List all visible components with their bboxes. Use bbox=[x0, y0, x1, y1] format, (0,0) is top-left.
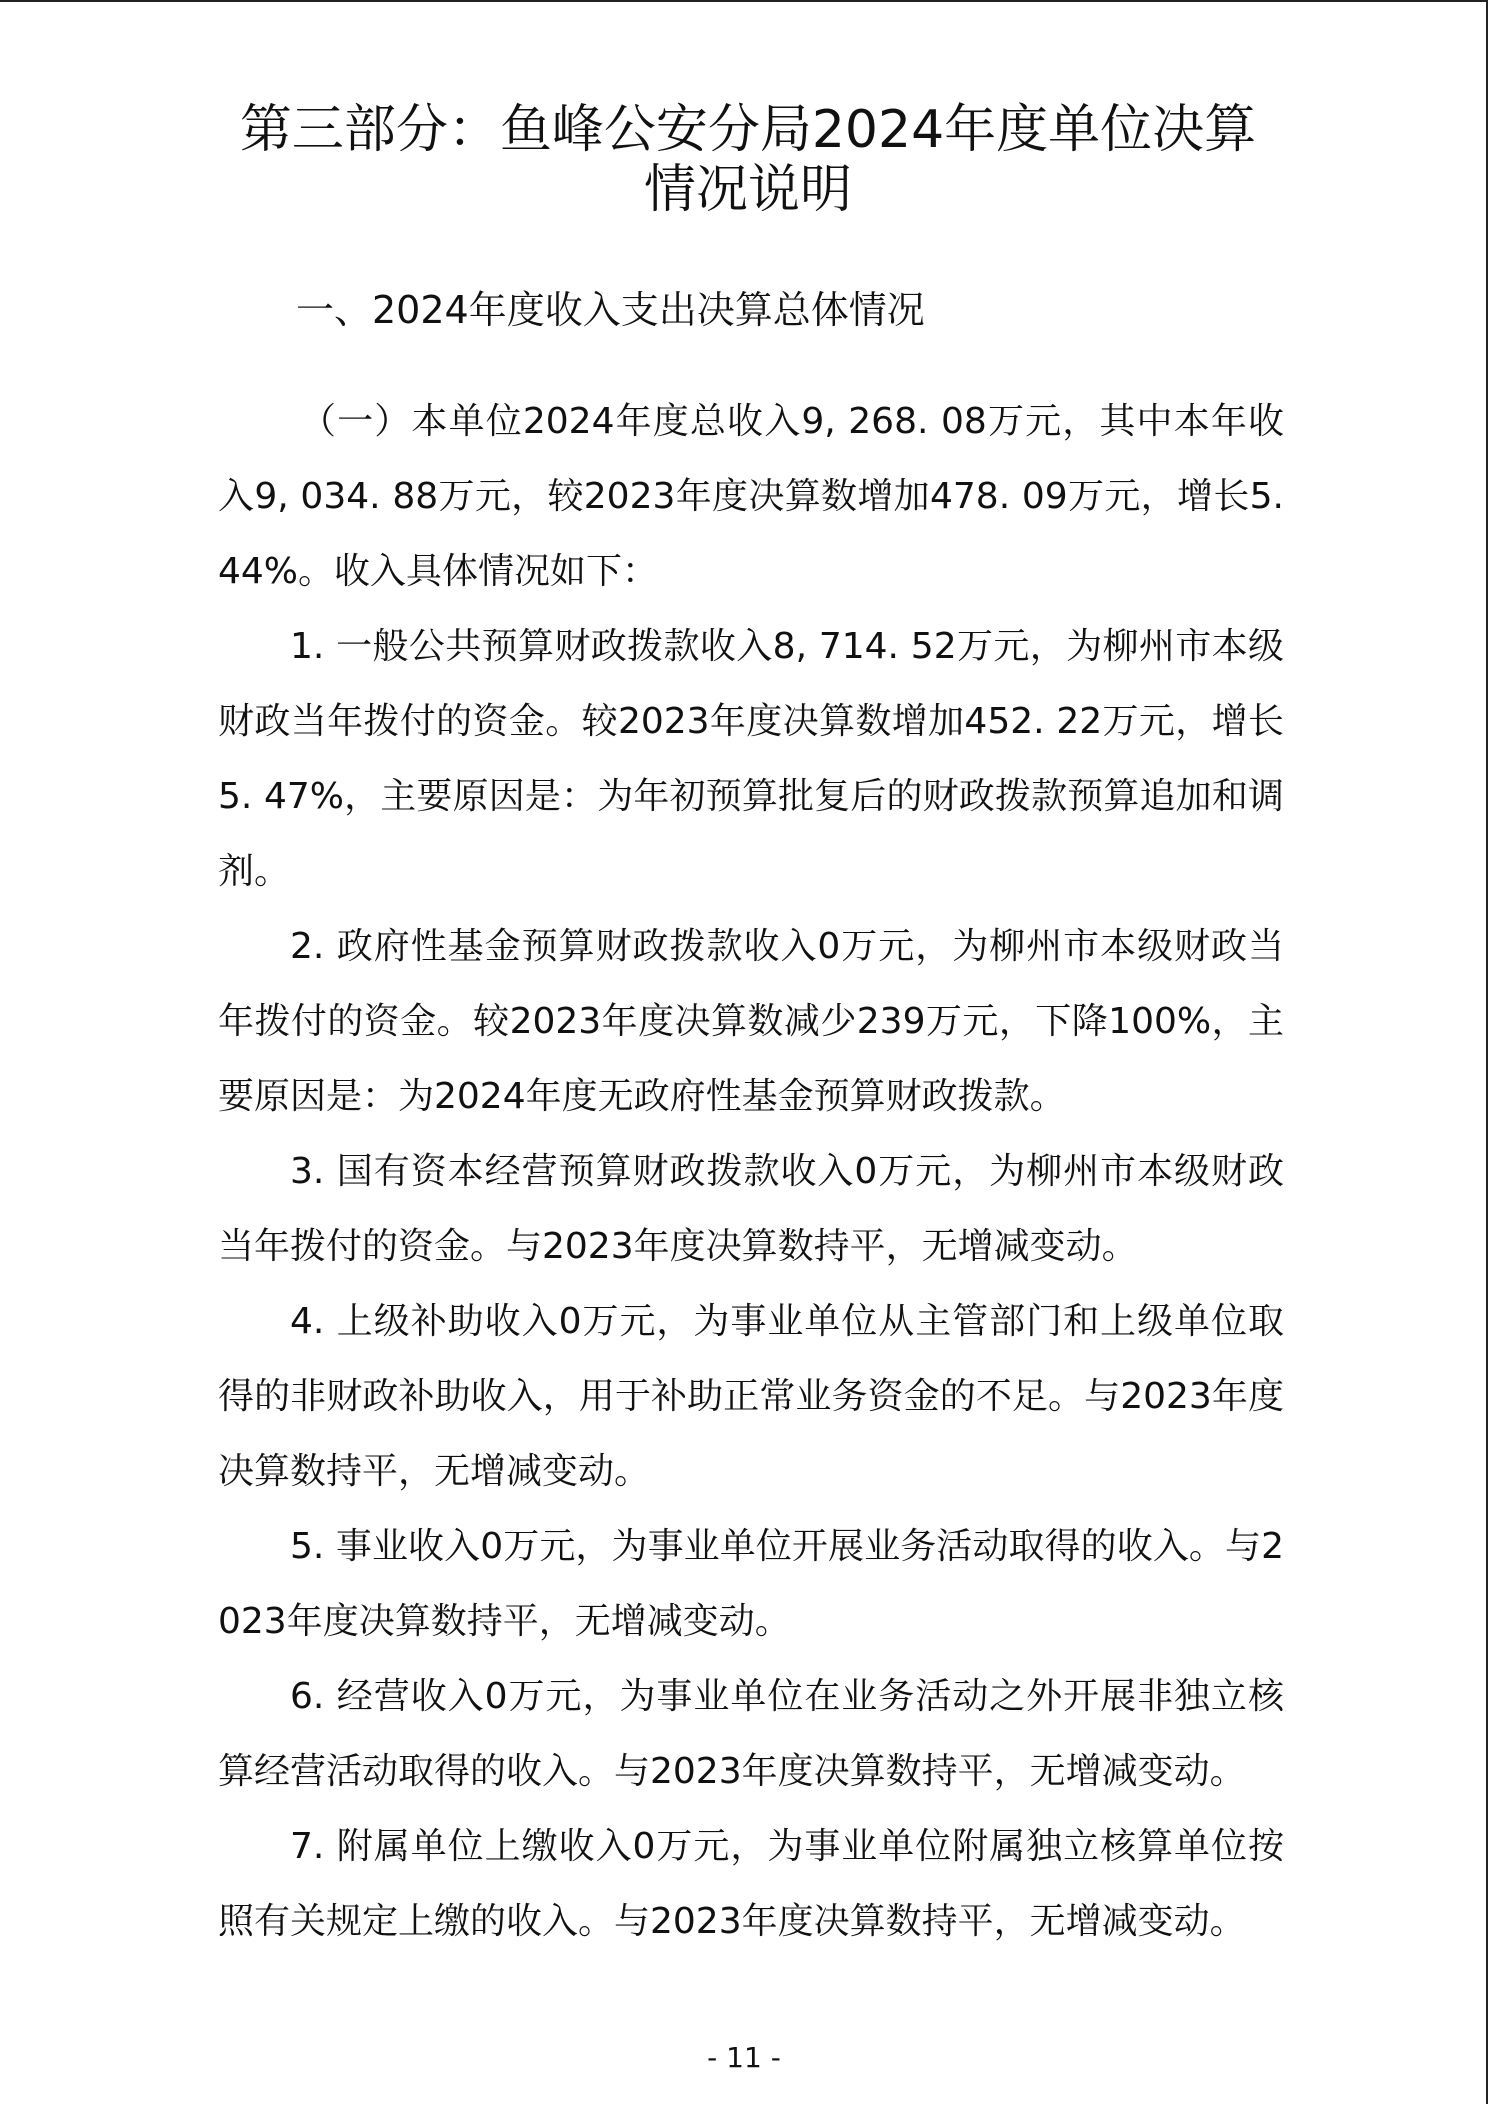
paragraph-item-4: 4. 上级补助收入0万元，为事业单位从主管部门和上级单位取得的非财政补助收入，用于补助正常业务资金的不足。与2023年度决算数持平，无增减变动。 bbox=[218, 1301, 1284, 1492]
page-title bbox=[218, 100, 1278, 220]
section-heading: 一、2024年度收入支出决算总体情况 bbox=[296, 288, 925, 332]
page-number: - 11 - bbox=[707, 2041, 781, 2074]
paragraph-item-2: 2. 政府性基金预算财政拨款收入0万元，为柳州市本级财政当年拨付的资金。较2023年度决算数减少239万元，下降100%，主要原因是：为2024年度无政府性基金预算财政拨款。 bbox=[218, 926, 1284, 1117]
paragraph-item-7: 7. 附属单位上缴收入0万元，为事业单位附属独立核算单位按照有关规定上缴的收入。与2023年度决算数持平，无增减变动。 bbox=[218, 1826, 1284, 1942]
page-title-line1: 第三部分：鱼峰公安分局2024年度单位决算 bbox=[239, 100, 1257, 160]
page-border-top bbox=[0, 0, 1488, 2]
document-body bbox=[218, 384, 1284, 1959]
paragraph-item-5: 5. 事业收入0万元，为事业单位开展业务活动取得的收入。与2023年度决算数持平，无增减变动。 bbox=[218, 1526, 1284, 1642]
paragraph-item-6: 6. 经营收入0万元，为事业单位在业务活动之外开展非独立核算经营活动取得的收入。与2023年度决算数持平，无增减变动。 bbox=[218, 1676, 1284, 1792]
paragraph-item-3: 3. 国有资本经营预算财政拨款收入0万元，为柳州市本级财政当年拨付的资金。与2023年度决算数持平，无增减变动。 bbox=[218, 1151, 1284, 1267]
paragraph-item-1: 1. 一般公共预算财政拨款收入8, 714. 52万元，为柳州市本级财政当年拨付的资金。较2023年度决算数增加452. 22万元，增长5. 47%，主要原因是：为年初预算批复后的财政拨款预算追加和调剂。 bbox=[218, 626, 1284, 892]
page-title-line2: 情况说明 bbox=[643, 160, 852, 220]
paragraph-total-income: （一）本单位2024年度总收入9, 268. 08万元，其中本年收入9, 034. 88万元，较2023年度决算数增加478. 09万元，增长5. 44%。收入具体情况如下： bbox=[218, 401, 1284, 592]
